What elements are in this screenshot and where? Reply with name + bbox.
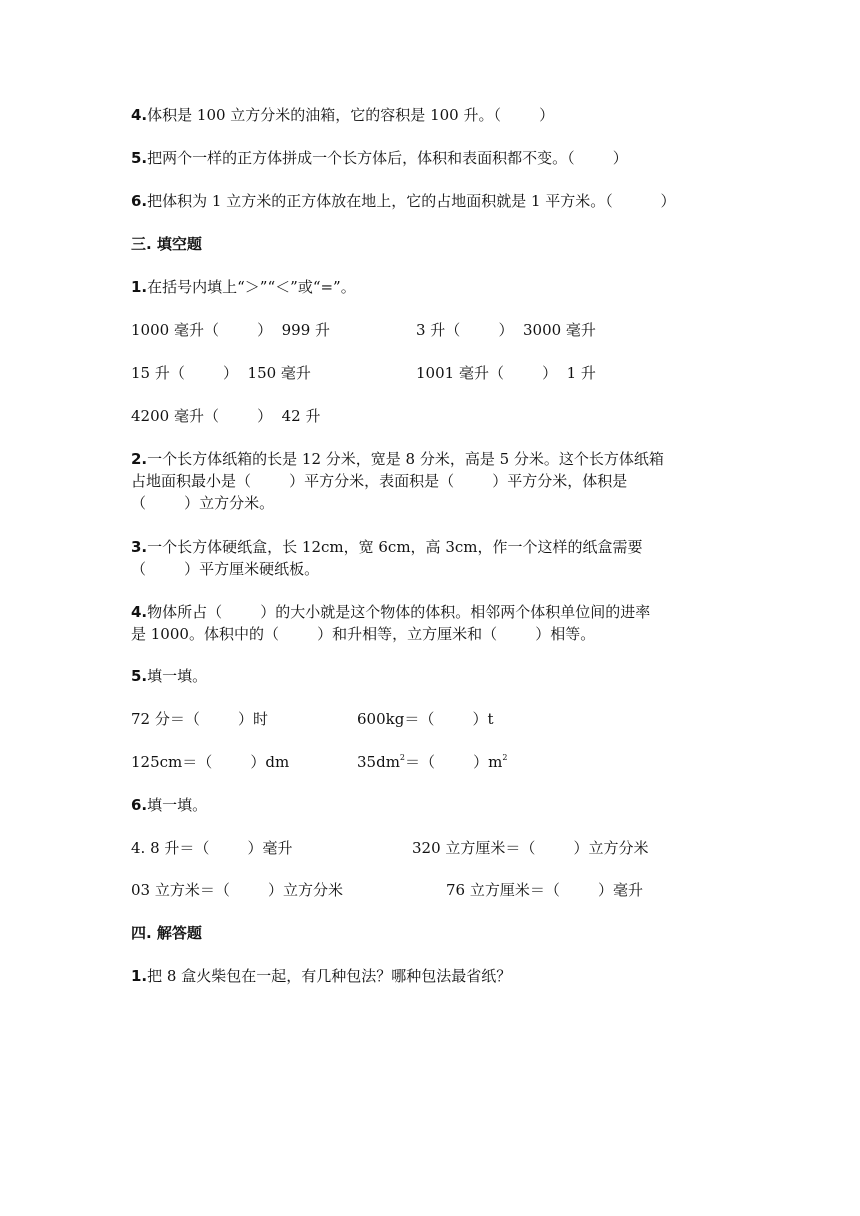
question-text-line: （ ）立方分米。 xyxy=(131,494,275,512)
judge-question-5 xyxy=(131,147,628,169)
compare-item: 4200 毫升（ ） 42 升 xyxy=(131,407,321,425)
question-text: 把两个一样的正方体拼成一个长方体后，体积和表面积都不变。（ ） xyxy=(147,149,628,167)
section-heading-answer: 四. 解答题 xyxy=(131,924,202,942)
question-text-line: 物体所占（ ）的大小就是这个物体的体积。相邻两个体积单位间的进率 xyxy=(147,603,651,621)
fill-question-1 xyxy=(131,276,356,298)
conversion-item: 76 立方厘米＝（ ）毫升 xyxy=(446,881,644,899)
question-number: 1. xyxy=(131,278,148,296)
question-number: 6. xyxy=(131,796,148,814)
judge-question-4 xyxy=(131,104,554,126)
fill-question-4 xyxy=(131,601,650,623)
fill-question-3 xyxy=(131,536,643,558)
compare-item: 1001 毫升（ ） 1 升 xyxy=(416,364,596,382)
question-text-line: （ ）平方厘米硬纸板。 xyxy=(131,560,320,578)
question-text: 体积是 100 立方分米的油箱，它的容积是 100 升。（ ） xyxy=(147,106,555,124)
answer-question-1 xyxy=(131,965,511,987)
judge-question-6 xyxy=(131,190,675,212)
question-text-line: 是 1000。体积中的（ ）和升相等，立方厘米和（ ）相等。 xyxy=(131,625,596,643)
question-number: 4. xyxy=(131,603,148,621)
question-text: 填一填。 xyxy=(147,796,208,814)
question-number: 4. xyxy=(131,106,148,124)
conversion-item: 72 分＝（ ）时 xyxy=(131,710,269,728)
question-number: 1. xyxy=(131,967,148,985)
fill-question-5 xyxy=(131,665,207,687)
conversion-item: 03 立方米＝（ ）立方分米 xyxy=(131,881,344,899)
compare-item: 1000 毫升（ ） 999 升 xyxy=(131,321,331,339)
question-text-line: 一个长方体纸箱的长是 12 分米，宽是 8 分米，高是 5 分米。这个长方体纸箱 xyxy=(147,450,664,468)
conversion-text: ＝（ ）m xyxy=(405,753,503,771)
compare-item: 15 升（ ） 150 毫升 xyxy=(131,364,311,382)
fill-question-2 xyxy=(131,448,664,470)
conversion-item xyxy=(357,751,507,773)
question-text-line: 占地面积最小是（ ）平方分米，表面积是（ ）平方分米，体积是 xyxy=(131,472,628,490)
section-heading-fill: 三. 填空题 xyxy=(131,235,202,253)
question-number: 3. xyxy=(131,538,148,556)
conversion-item: 320 立方厘米＝（ ）立方分米 xyxy=(412,839,649,857)
question-number: 5. xyxy=(131,149,148,167)
question-text: 在括号内填上“＞”“＜”或“=”。 xyxy=(147,278,356,296)
question-number: 5. xyxy=(131,667,148,685)
question-text: 把 8 盒火柴包在一起，有几种包法？哪种包法最省纸？ xyxy=(147,967,512,985)
question-text: 把体积为 1 立方米的正方体放在地上，它的占地面积就是 1 平方米。（ ） xyxy=(147,192,676,210)
conversion-item: 600kg＝（ ）t xyxy=(357,710,494,728)
compare-item: 3 升（ ） 3000 毫升 xyxy=(416,321,596,339)
superscript: 2 xyxy=(502,753,508,762)
superscript: 2 xyxy=(399,753,406,762)
question-text: 填一填。 xyxy=(147,667,208,685)
conversion-item: 125cm＝（ ）dm xyxy=(131,753,290,771)
fill-question-6 xyxy=(131,794,207,816)
question-text-line: 一个长方体硬纸盒，长 12cm，宽 6cm，高 3cm，作一个这样的纸盒需要 xyxy=(147,538,643,556)
question-number: 6. xyxy=(131,192,148,210)
question-number: 2. xyxy=(131,450,148,468)
conversion-item: 4. 8 升＝（ ）毫升 xyxy=(131,839,293,857)
conversion-text: 35dm xyxy=(357,753,400,771)
